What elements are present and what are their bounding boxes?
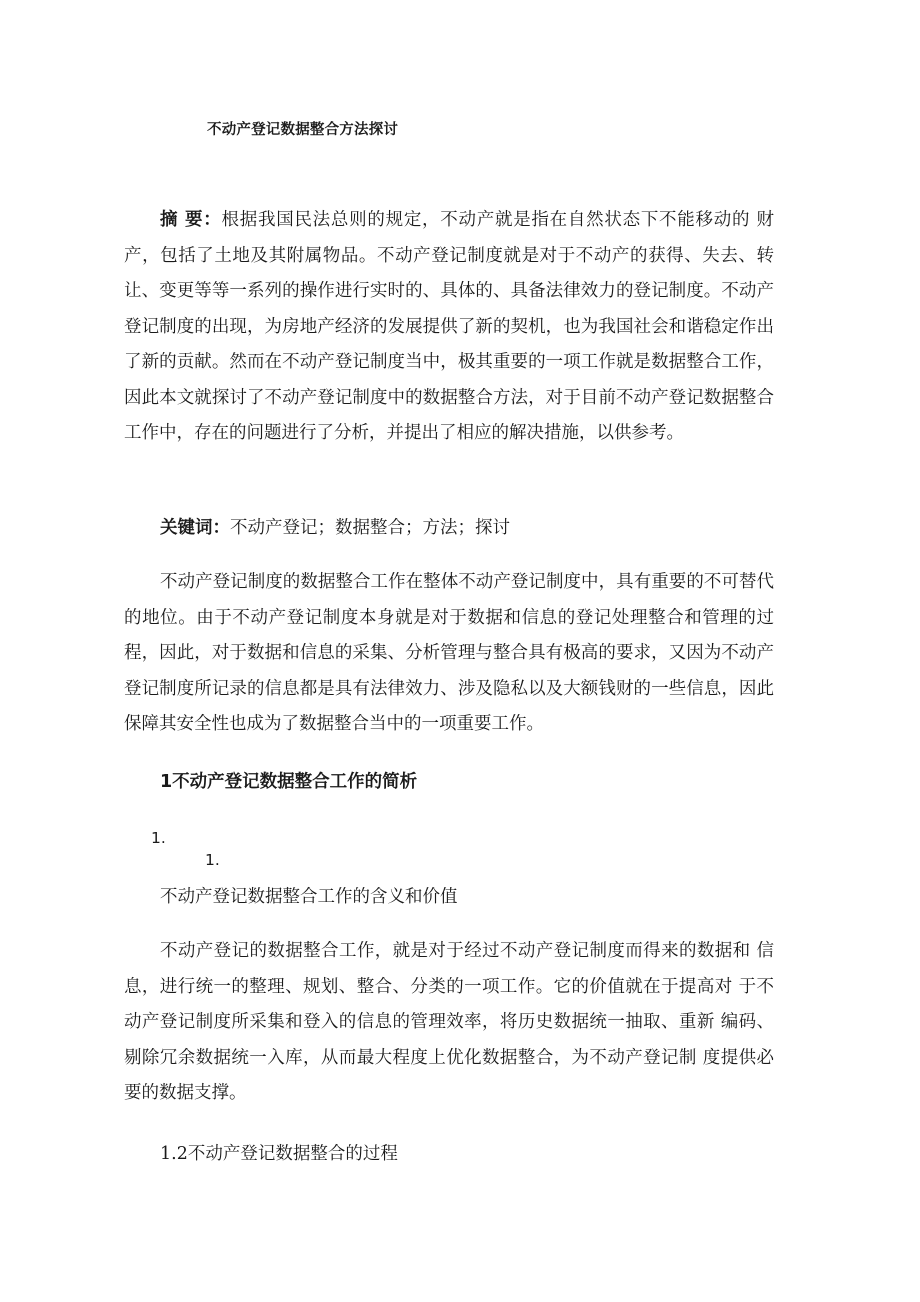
abstract-label: 摘 要： xyxy=(160,210,222,230)
abstract-paragraph xyxy=(124,203,774,452)
document-title: 不动产登记数据整合方法探讨 xyxy=(207,122,399,138)
abstract-text: 根据我国民法总则的规定，不动产就是指在自然状态下不能移动的 财产，包括了土地及其附属物品。不动产登记制度就是对于不动产的获得、失去、转让、变更等等一系列的操作进行实时的、具体的、具备法律效力的登记制度。不动产登记制度的出现，为房地产经济的发展提供了新的契机，也为我国社会和谐稳定作出了新的贡献。然而在不动产登记制度当中，极其重要的一项工作就是数据整合工作，因此本文就探讨了不动产登记制度中的数据整合方法，对于目前不动产登记数据整合工作中，存在的问题进行了分析，并提出了相应的解决措施，以供参考。 xyxy=(124,210,774,443)
keywords-label: 关键词： xyxy=(160,518,230,538)
keywords-text: 不动产登记；数据整合；方法；探讨 xyxy=(230,518,510,538)
intro-paragraph: 不动产登记制度的数据整合工作在整体不动产登记制度中，具有重要的不可替代的地位。由于不动产登记制度本身就是对于数据和信息的登记处理整合和管理的过程，因此，对于数据和信息的采集、分析管理与整合具有极高的要求，又因为不动产登记制度所记录的信息都是具有法律效力、涉及隐私以及大额钱财的一些信息，因此保障其安全性也成为了数据整合当中的一项重要工作。 xyxy=(124,572,774,734)
section-number-level-2: 1. xyxy=(205,851,220,869)
section-1-heading: 1不动产登记数据整合工作的简析 xyxy=(160,772,418,792)
keywords-paragraph xyxy=(124,511,774,547)
section-number-level-1: 1. xyxy=(151,829,166,847)
section-1-1-body: 不动产登记的数据整合工作，就是对于经过不动产登记制度而得来的数据和 信息，进行统一的整理、规划、整合、分类的一项工作。它的价值就在于提高对 于不动产登记制度所采集和登入的信息的管理效率，将历史数据统一抽取、重新 编码、剔除冗余数据统一入库，从而最大程度上优化数据整合，为不动产登记制 度提供必要的数据支撑。 xyxy=(124,941,774,1103)
section-1-1-heading: 不动产登记数据整合工作的含义和价值 xyxy=(160,887,458,907)
section-1-2-heading: 1.2不动产登记数据整合的过程 xyxy=(160,1144,398,1164)
